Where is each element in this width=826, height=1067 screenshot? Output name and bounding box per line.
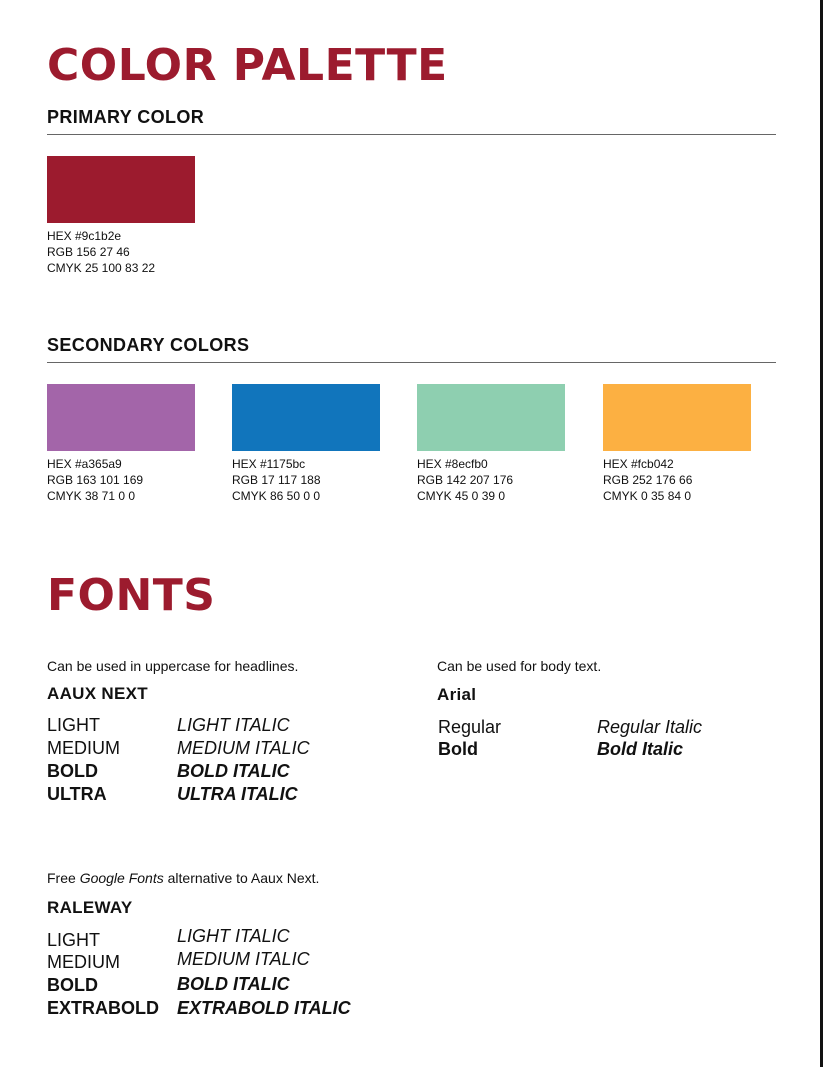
primary-color-swatch (47, 156, 195, 223)
secondary-color-info (232, 456, 392, 504)
secondary-swatch-block (417, 384, 577, 504)
secondary-cmyk: CMYK 45 0 39 0 (417, 489, 506, 503)
arial-weight-regular: Regular (438, 717, 502, 737)
raleway-italic-bold: BOLD ITALIC (177, 974, 290, 994)
secondary-hex: HEX #fcb042 (603, 457, 674, 471)
secondary-color-info (417, 456, 577, 504)
raleway-weight-bold: BOLD (47, 975, 98, 995)
raleway-weight-extrabold: EXTRABOLD (47, 998, 159, 1018)
primary-swatch-block (47, 156, 207, 276)
arial-usage-note: Can be used for body text. (437, 658, 602, 674)
arial-italic-regular: Regular Italic (597, 717, 703, 737)
primary-color-heading: PRIMARY COLOR (47, 107, 205, 127)
secondary-color-swatch (417, 384, 565, 451)
color-palette-title: COLOR PALETTE (47, 40, 448, 91)
secondary-cmyk: CMYK 0 35 84 0 (603, 489, 692, 503)
raleway-note-prefix: Free (47, 870, 80, 886)
primary-rgb: RGB 156 27 46 (47, 245, 130, 259)
secondary-color-swatch (232, 384, 380, 451)
secondary-color-swatch (603, 384, 751, 451)
raleway-italic-medium: MEDIUM ITALIC (177, 949, 310, 969)
secondary-hex: HEX #1175bc (232, 457, 306, 471)
aaux-italic-bold: BOLD ITALIC (177, 761, 290, 781)
secondary-swatch-block (232, 384, 392, 504)
aaux-weight-light: LIGHT (47, 715, 101, 735)
secondary-rgb: RGB 252 176 66 (603, 473, 693, 487)
arial-weight-bold: Bold (438, 739, 478, 759)
raleway-italic-light: LIGHT ITALIC (177, 926, 290, 946)
primary-divider (47, 134, 776, 135)
secondary-hex: HEX #a365a9 (47, 457, 122, 471)
secondary-color-swatch (47, 384, 195, 451)
aaux-font-name: AAUX NEXT (47, 684, 148, 703)
primary-hex: HEX #9c1b2e (47, 229, 122, 243)
primary-color-info (47, 228, 207, 276)
aaux-italic-ultra: ULTRA ITALIC (177, 784, 298, 804)
aaux-weight-bold: BOLD (47, 761, 98, 781)
secondary-rgb: RGB 17 117 188 (232, 473, 321, 487)
primary-cmyk: CMYK 25 100 83 22 (47, 261, 156, 275)
secondary-cmyk: CMYK 38 71 0 0 (47, 489, 136, 503)
secondary-color-info (47, 456, 207, 504)
secondary-color-info (603, 456, 763, 504)
raleway-weight-light: LIGHT (47, 930, 101, 950)
aaux-usage-note: Can be used in uppercase for headlines. (47, 658, 299, 674)
secondary-hex: HEX #8ecfb0 (417, 457, 488, 471)
fonts-title: FONTS (47, 570, 216, 621)
raleway-italic-extrabold: EXTRABOLD ITALIC (177, 998, 351, 1018)
aaux-italic-light: LIGHT ITALIC (177, 715, 290, 735)
raleway-usage-note (47, 869, 319, 887)
raleway-weight-medium: MEDIUM (47, 952, 120, 972)
secondary-colors-heading: SECONDARY COLORS (47, 335, 250, 355)
secondary-cmyk: CMYK 86 50 0 0 (232, 489, 321, 503)
raleway-note-emphasis: Google Fonts (79, 870, 164, 886)
aaux-italic-medium: MEDIUM ITALIC (177, 738, 310, 758)
secondary-divider (47, 362, 776, 363)
raleway-note-suffix: alternative to Aaux Next. (163, 870, 320, 886)
secondary-rgb: RGB 163 101 169 (47, 473, 144, 487)
aaux-weight-medium: MEDIUM (47, 738, 120, 758)
arial-italic-bold: Bold Italic (597, 739, 684, 759)
raleway-font-name: RALEWAY (47, 898, 133, 917)
arial-font-name: Arial (437, 685, 477, 704)
aaux-weight-ultra: ULTRA (47, 784, 107, 804)
page-border (820, 0, 823, 1067)
secondary-rgb: RGB 142 207 176 (417, 473, 514, 487)
secondary-swatch-block (603, 384, 763, 504)
secondary-swatch-block (47, 384, 207, 504)
